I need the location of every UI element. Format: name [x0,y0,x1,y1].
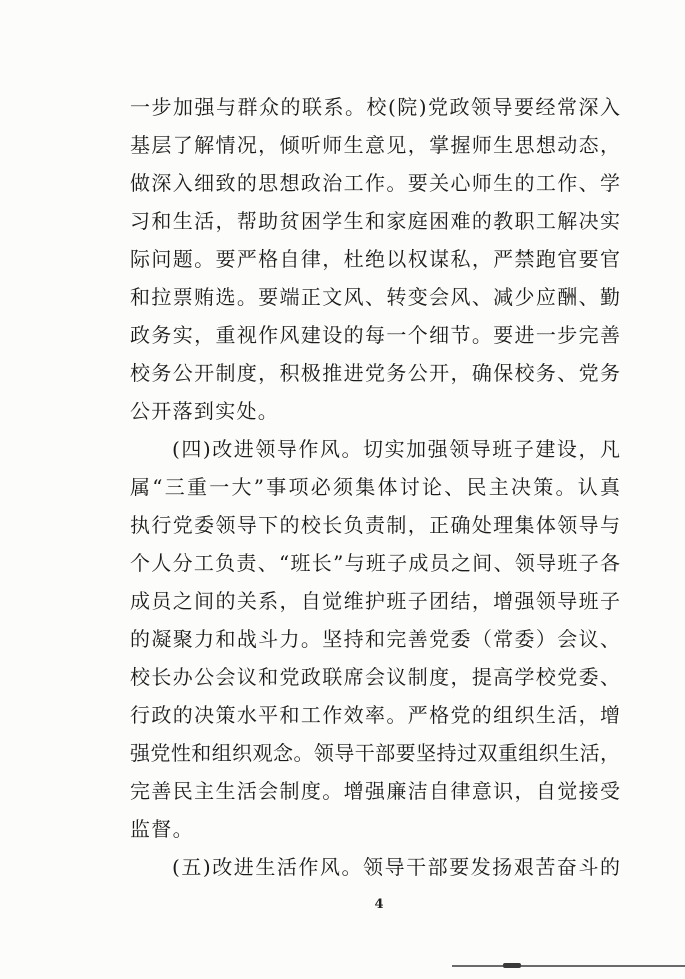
scan-smudge [503,963,521,968]
section-heading-line-5: (五)改进生活作风。领导干部要发扬艰苦奋斗的 [172,855,620,879]
body-text-line: 做深入细致的思想政治工作。要关心师生的工作、学 [130,171,620,195]
paragraph-end-line: 监督。 [130,817,194,841]
body-text-line: 校长办公会议和党政联席会议制度，提高学校党委、 [130,665,620,689]
page-number: 4 [374,897,384,912]
body-text-line: 属“三重一大”事项必须集体讨论、民主决策。认真 [130,475,620,499]
body-text-line: 执行党委领导下的校长负责制，正确处理集体领导与 [130,513,620,537]
body-text-line: 的凝聚力和战斗力。坚持和完善党委（常委）会议、 [130,627,620,651]
body-text-line: 成员之间的关系，自觉维护班子团结，增强领导班子 [130,589,620,613]
body-text-line: 政务实，重视作风建设的每一个细节。要进一步完善 [130,323,620,347]
body-text-line: 校务公开制度，积极推进党务公开，确保校务、党务 [130,361,620,385]
body-text-line: 一步加强与群众的联系。校(院)党政领导要经常深入 [130,95,620,119]
body-text-line: 个人分工负责、“班长”与班子成员之间、领导班子各 [130,551,620,575]
body-text-line: 和拉票贿选。要端正文风、转变会风、减少应酬、勤 [130,285,620,309]
section-heading-line-4: (四)改进领导作风。切实加强领导班子建设，凡 [172,437,620,461]
body-text-line: 习和生活，帮助贫困学生和家庭困难的教职工解决实 [130,209,620,233]
document-body [130,88,620,886]
body-text-line: 完善民主生活会制度。增强廉洁自律意识，自觉接受 [130,779,620,803]
body-text-line: 强党性和组织观念。领导干部要坚持过双重组织生活， [130,741,620,765]
body-text-line: 际问题。要严格自律，杜绝以权谋私，严禁跑官要官 [130,247,620,271]
scan-edge-line [452,965,685,967]
body-text-line: 行政的决策水平和工作效率。严格党的组织生活，增 [130,703,620,727]
paragraph-end-line: 公开落到实处。 [130,399,280,423]
body-text-line: 基层了解情况，倾听师生意见，掌握师生思想动态， [130,133,620,157]
